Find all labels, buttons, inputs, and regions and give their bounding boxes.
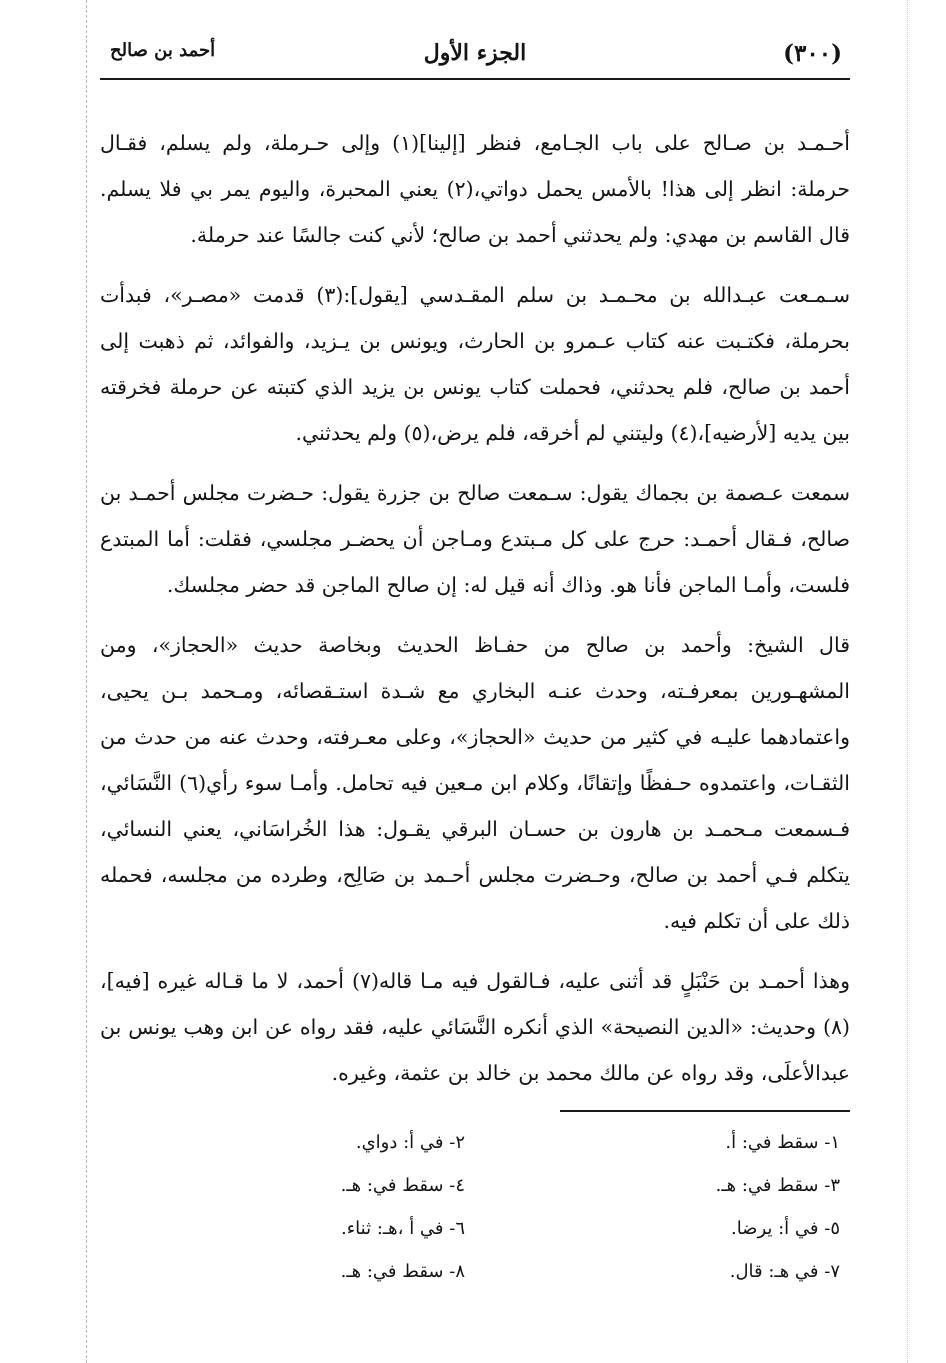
- volume-title: الجزء الأول: [423, 40, 527, 66]
- paragraph: قال الشيخ: وأحمد بن صالح من حفـاظ الحديث وبخاصة حديث «الحجاز»، ومن المشهـورين بمعرفـته، وحدث عنـه البخاري مع شـدة استـقصائه، ومـحمد بـن يحيى، واعتمادهما عليـه في كثير من حديث «الحجاز»، وعلى معـرفته، وحدث عنه من حدث من الثقـات، واعتمدوه حـفظًا وإتقانًا، وكلام ابن مـعين فيه تحامل. وأمـا سوء رأي(٦) النَّسَائي، فـسمعت مـحمـد بن هارون بن حسـان البرقي يقـول: هذا الخُراسَاني، يعني النسائي، يتكلم فـي أحمد بن صالح، وحـضرت مجلس أحـمد بن صَالِح، وطرده من مجلسه، فحمله ذلك على أن تكلم فيه.: [100, 633, 850, 933]
- page-number: (٣٠٠): [783, 40, 842, 67]
- footnote: ٥- في أ: يرضا.: [730, 1218, 840, 1239]
- running-title: أحمد بن صالح: [110, 40, 216, 61]
- paragraph: سـمـعت عبـدالله بن محـمـد بن سلم المقـدسي [يقول]:(٣) قدمت «مصـر»، فبدأت بحرملة، فكتـبت عنه كتاب عـمرو بن الحارث، ويونس بن يـزيد، والفوائد، ثم ذهبت إلى أحمد بن صالح، فلم يحدثني، فحملت كتاب يونس بن يزيد الذي كتبته عن حرملة فخرقته بين يديه [لأرضيه]،(٤) وليتني لم أخرقه، فلم يرض،(٥) ولم يحدثني.: [100, 283, 851, 445]
- footnote: ٢- في أ: دواي.: [355, 1132, 465, 1153]
- footnote: ٧- في هـ: قال.: [729, 1261, 840, 1282]
- footnote: ٦- في أ ،هـ: ثناء.: [341, 1218, 465, 1239]
- footnote: ١- سقط في: أ.: [725, 1132, 840, 1153]
- paragraph: أحـمـد بن صـالح على باب الجـامع، فنظر [إلينا](١) وإلى حـرملة، ولم يسلم، فقـال حرملة: انظر إلى هذا! بالأمس يحمل دواتي،(٢) يعني المحبرة، واليوم يمر بي فلا يسلم. قال القاسم بن مهدي: ولم يحدثني أحمد بن صالح؛ لأني كنت جالسًا عند حرملة.: [100, 131, 850, 247]
- footnotes: [100, 1128, 850, 1287]
- scan-edge-right: [907, 0, 908, 1363]
- footnote: ٤- سقط في: هـ.: [340, 1175, 465, 1196]
- scan-edge-left: [86, 0, 87, 1363]
- paragraph: سمعت عـصمة بن بجماك يقول: سـمعت صالح بن جزرة يقول: حـضرت مجلس أحمـد بن صالح، فـقال أحمـد: حرج على كل مـبتدع ومـاجن أن يحضـر مجلسي، فقلت: أما المبتدع فلست، وأمـا الماجن فأنا هو. وذاك أنه قيل له: إن صالح الماجن قد حضر مجلسك.: [100, 481, 850, 597]
- footnote: ٣- سقط في: هـ.: [715, 1175, 840, 1196]
- document-page: [100, 18, 850, 1287]
- footnote: ٨- سقط في: هـ.: [340, 1261, 465, 1282]
- page-body: [100, 80, 850, 1096]
- page-header: [100, 18, 850, 80]
- footnote-separator: [560, 1110, 850, 1112]
- paragraph: وهذا أحمـد بن حَنْبَلٍ قد أثنى عليه، فـالقول فيه مـا قاله(٧) أحمد، لا ما قـاله غيره [فيه]،(٨) وحديث: «الدين النصيحة» الذي أنكره النَّسَائي عليه، فقد رواه عن ابن وهب يونس بن عبدالأعلَى، وقد رواه عن مالك محمد بن خالد بن عثمة، وغيره.: [100, 969, 850, 1085]
